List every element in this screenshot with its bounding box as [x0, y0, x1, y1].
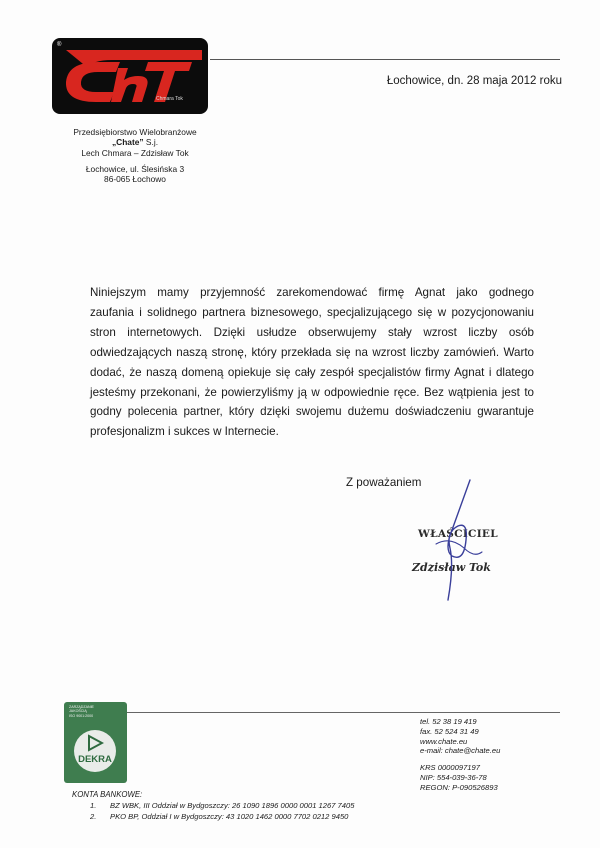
- contact-fax: fax. 52 524 31 49: [420, 726, 479, 736]
- handwritten-signature: [430, 478, 490, 603]
- certificate-line: JAKOŚCIĄ: [69, 709, 87, 714]
- contact-info: [420, 717, 500, 756]
- logo-mark-icon: [52, 38, 208, 114]
- body-line: jesteśmy przekonani, że powierzyliśmy ją w odpowiednie ręce. Bez wątpienia jest to: [90, 385, 534, 399]
- bank-account-number: 2.: [90, 812, 97, 821]
- certificate-line: ZARZĄDZANIE: [69, 705, 94, 709]
- logo-small-text: Chmara Tok: [156, 96, 183, 102]
- certificate-line: ISO 9001:2000: [69, 713, 94, 718]
- registry-info: [420, 763, 498, 792]
- contact-website: www.chate.eu: [420, 736, 468, 746]
- company-logo: [52, 38, 208, 114]
- company-owners: Lech Chmara – Zdzisław Tok: [81, 147, 189, 158]
- company-type: Przedsiębiorstwo Wielobranżowe: [73, 127, 197, 137]
- bank-account-text: BZ WBK, III Oddział w Bydgoszczy: 26 1090 1896 0000 0001 1267 7405: [110, 801, 355, 810]
- body-line: godny polecenia partner, który dzięki swojemu dużemu doświadczeniu gwarantuje: [90, 405, 534, 419]
- registry-krs: KRS 0000097197: [420, 763, 480, 772]
- registered-mark: ®: [57, 42, 62, 48]
- bank-account-number: 1.: [90, 801, 97, 810]
- company-name-line: [55, 137, 215, 147]
- contact-phone: tel. 52 38 19 419: [420, 717, 477, 726]
- body-line: zaufania i solidnego partnera biznesowego, specjalizującego się w pozycjonowaniu: [90, 305, 534, 319]
- registry-regon: REGON: P-090526893: [420, 782, 498, 792]
- body-line: odwiedzających naszą stronę, który przekłada się na wzrost liczby zamówień. Warto: [90, 345, 534, 359]
- company-details: [55, 127, 215, 158]
- stamp-name: Zdzisław Tok: [412, 561, 491, 574]
- bank-account-row: [90, 801, 354, 810]
- company-legal-form: S.j.: [143, 137, 159, 148]
- contact-email: e-mail: chate@chate.eu: [420, 746, 501, 756]
- dekra-triangle-icon: [86, 734, 104, 752]
- header-divider: [210, 59, 560, 60]
- body-line: Niniejszym mamy przyjemność zarekomendować firmę Agnat jako godnego: [90, 286, 534, 299]
- company-address: [62, 164, 208, 185]
- footer-divider: [72, 712, 560, 713]
- registry-nip: NIP: 554-039-36-78: [420, 772, 487, 782]
- body-line: profesjonalizm i sukces w Internecie.: [90, 425, 279, 439]
- letter-date: Łochowice, dn. 28 maja 2012 roku: [386, 75, 562, 87]
- bank-account-row: [90, 812, 348, 821]
- body-line: dodać, że naszą domeną opiekuje się cały zespół specjalistów firmy Agnat i dlatego: [90, 365, 534, 379]
- stamp-title: WŁAŚCICIEL: [418, 528, 498, 540]
- address-postal: 86-065 Łochowo: [104, 174, 166, 185]
- company-name: „Chate”: [111, 137, 144, 148]
- body-line: stron internetowych. Dzięki usłudze obserwujemy stały wzrost liczby osób: [90, 325, 534, 339]
- letter-body: [90, 283, 534, 442]
- certificate-brand: DEKRA: [78, 754, 112, 765]
- bank-account-text: PKO BP, Oddział I w Bydgoszczy: 43 1020 1462 0000 7702 0212 9450: [110, 812, 349, 821]
- address-street: Łochowice, ul. Ślesińska 3: [85, 164, 185, 174]
- closing-regards: Z poważaniem: [346, 476, 422, 489]
- bank-accounts-title: KONTA BANKOWE:: [72, 790, 143, 799]
- certificate-text: [69, 705, 123, 718]
